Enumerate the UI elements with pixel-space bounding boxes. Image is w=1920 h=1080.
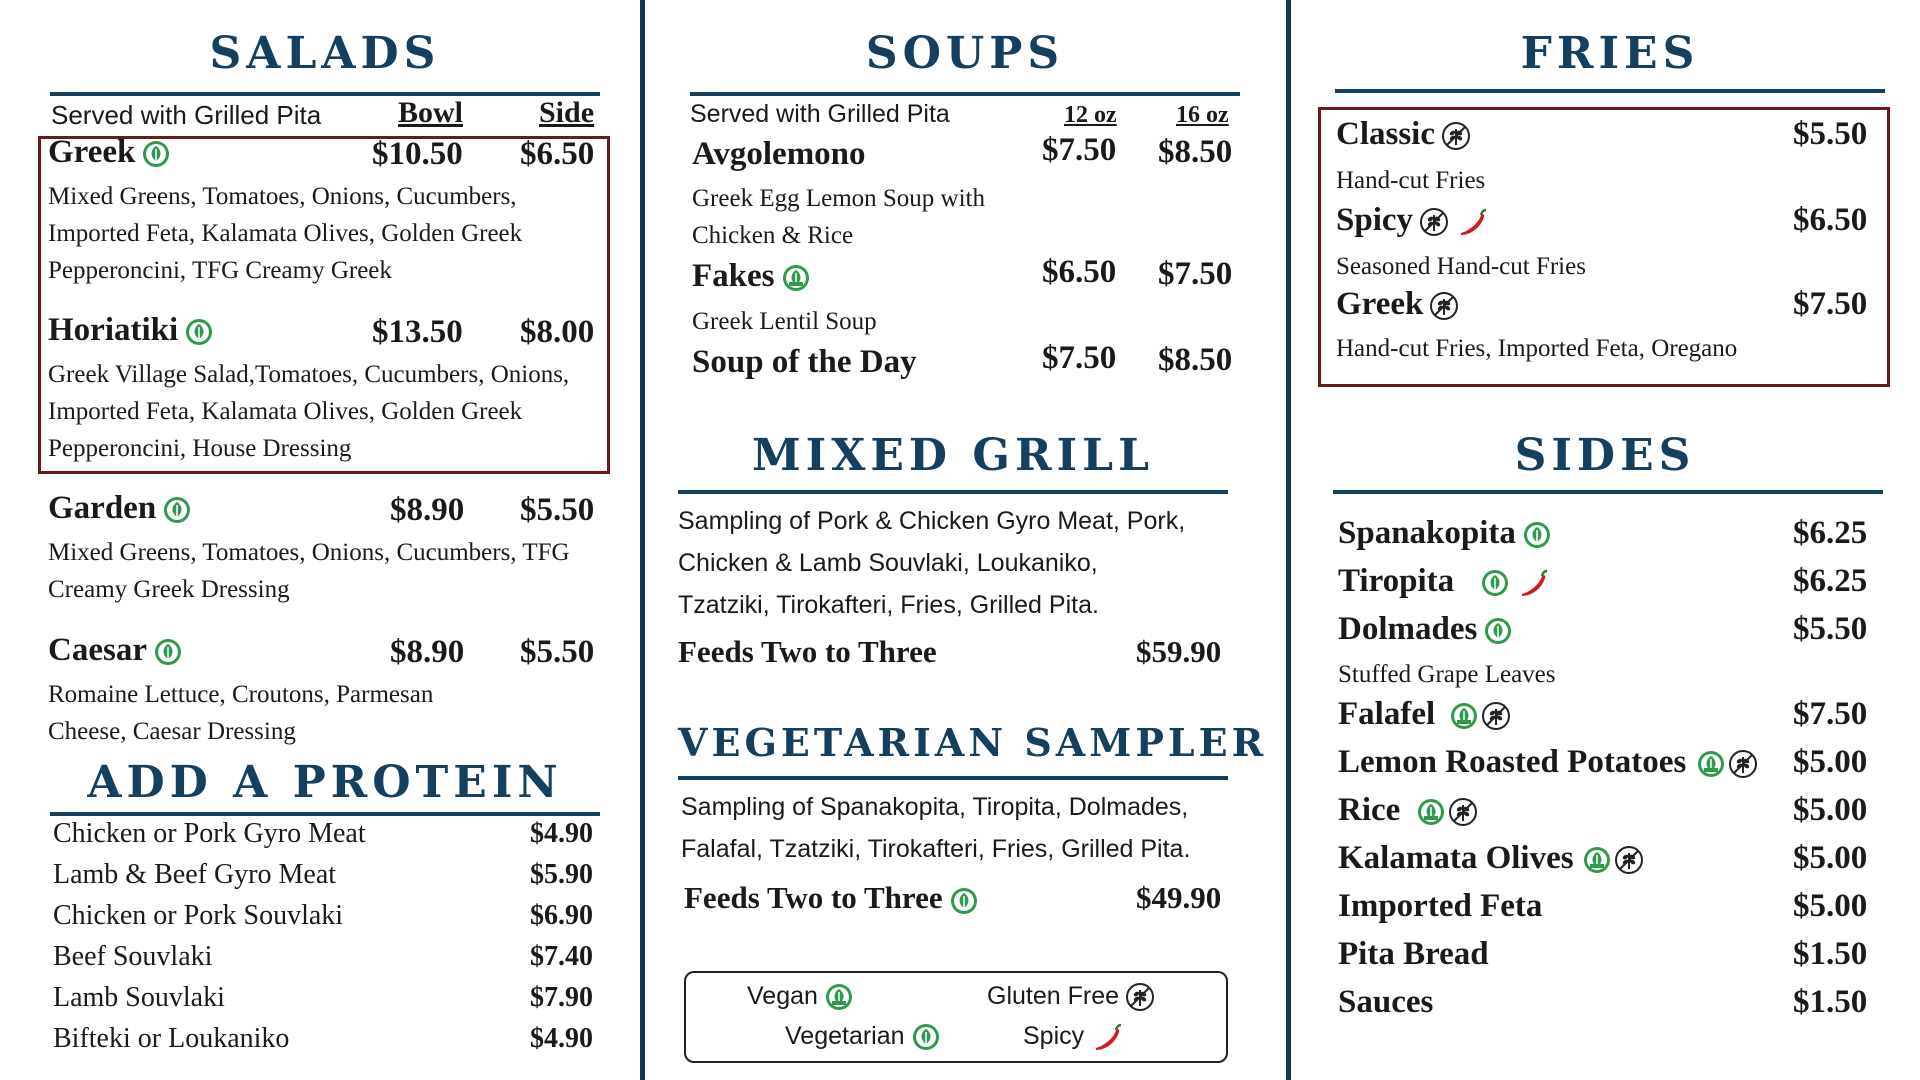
salad-caesar-bowl-price: $8.90	[390, 634, 465, 670]
vegetarian-sampler-feeds: Feeds Two to Three	[684, 880, 979, 916]
soups-title: SOUPS	[865, 28, 1065, 79]
gluten-free-icon	[1441, 121, 1471, 151]
vegetarian-leaf-icon	[1522, 520, 1552, 550]
side-kalamata-olives-name: Kalamata Olives	[1338, 840, 1644, 877]
salads-bowl-header: Bowl	[398, 96, 464, 129]
side-pita-bread-price: $1.50	[1793, 936, 1868, 972]
protein-item-price: $7.40	[530, 941, 593, 972]
protein-item-name: Lamb & Beef Gyro Meat	[53, 859, 337, 890]
salad-garden-side-price: $5.50	[520, 492, 595, 528]
gluten-free-icon	[1429, 291, 1459, 321]
gluten-free-icon	[1728, 749, 1758, 779]
side-dolmades-description: Stuffed Grape Leaves	[1338, 661, 1556, 688]
vegan-leaf-icon	[1582, 845, 1612, 875]
chili-pepper-icon	[1516, 568, 1550, 598]
salad-horiatiki-name: Horiatiki	[48, 312, 214, 349]
column-divider-right	[1286, 0, 1291, 1080]
soups-served-with: Served with Grilled Pita	[690, 100, 950, 128]
soup-fakes-16oz-price: $7.50	[1158, 256, 1233, 292]
vegan-leaf-icon	[1449, 701, 1479, 731]
fries-greek-name: Greek	[1336, 286, 1459, 323]
salads-rule	[50, 92, 600, 96]
side-sauces-name: Sauces	[1338, 984, 1434, 1020]
gluten-free-icon	[1125, 982, 1155, 1012]
vegan-leaf-icon	[1416, 797, 1446, 827]
vegetarian-leaf-icon	[949, 886, 979, 916]
protein-item-price: $6.90	[530, 900, 593, 931]
fries-spicy-price: $6.50	[1793, 202, 1868, 238]
salad-garden-description: Mixed Greens, Tomatoes, Onions, Cucumbers, TFG Creamy Greek Dressing	[48, 539, 570, 603]
chili-pepper-icon	[1090, 1022, 1124, 1052]
protein-item-price: $7.90	[530, 982, 593, 1013]
side-lemon-roasted-potatoes-price: $5.00	[1793, 744, 1868, 780]
vegan-leaf-icon	[781, 263, 811, 293]
vegetarian-leaf-icon	[162, 495, 192, 525]
soup-fakes-name: Fakes	[692, 258, 811, 295]
side-imported-feta-name: Imported Feta	[1338, 888, 1543, 924]
vegetarian-sampler-desc-line: Falafal, Tzatziki, Tirokafteri, Fries, Grilled Pita.	[681, 835, 1191, 863]
protein-item-price: $4.90	[530, 818, 593, 849]
side-dolmades-name: Dolmades	[1338, 611, 1513, 648]
gluten-free-icon	[1614, 845, 1644, 875]
protein-item-name: Bifteki or Loukaniko	[53, 1023, 290, 1054]
side-tiropita-price: $6.25	[1793, 563, 1868, 599]
side-falafel-price: $7.50	[1793, 696, 1868, 732]
fries-greek-description: Hand-cut Fries, Imported Feta, Oregano	[1336, 335, 1738, 362]
side-pita-bread-name: Pita Bread	[1338, 936, 1489, 972]
vegetarian-leaf-icon	[1480, 568, 1510, 598]
legend-vegan: Vegan	[747, 982, 854, 1012]
mixed-grill-description	[678, 500, 1185, 626]
soup-avgolemono-16oz-price: $8.50	[1158, 134, 1233, 170]
salad-caesar-description: Romaine Lettuce, Croutons, Parmesan Cheese, Caesar Dressing	[48, 681, 434, 745]
soup-avgolemono-name: Avgolemono	[692, 136, 866, 172]
side-dolmades-price: $5.50	[1793, 611, 1868, 647]
vegetarian-leaf-icon	[184, 317, 214, 347]
soup-of-the-day-12oz-price: $7.50	[1042, 340, 1117, 376]
soups-rule	[690, 92, 1240, 96]
vegan-leaf-icon	[1696, 749, 1726, 779]
side-kalamata-olives-price: $5.00	[1793, 840, 1868, 876]
protein-item-name: Chicken or Pork Gyro Meat	[53, 818, 366, 849]
soup-of-the-day-16oz-price: $8.50	[1158, 342, 1233, 378]
soups-12oz-header: 12 oz	[1064, 102, 1117, 128]
vegan-leaf-icon	[824, 982, 854, 1012]
protein-title: ADD A PROTEIN	[87, 757, 563, 808]
side-tiropita-name: Tiropita	[1338, 563, 1550, 600]
side-sauces-price: $1.50	[1793, 984, 1868, 1020]
column-divider-left	[640, 0, 645, 1080]
sides-rule	[1333, 490, 1883, 494]
vegetarian-leaf-icon	[1483, 616, 1513, 646]
protein-item-name: Lamb Souvlaki	[53, 982, 225, 1013]
side-falafel-name: Falafel	[1338, 696, 1511, 733]
protein-rule	[50, 812, 600, 816]
fries-rule	[1335, 89, 1885, 93]
side-spanakopita-name: Spanakopita	[1338, 515, 1552, 552]
salad-garden-name: Garden	[48, 490, 192, 527]
mixed-grill-desc-line: Sampling of Pork & Chicken Gyro Meat, Pork,	[678, 507, 1186, 535]
salad-caesar-side-price: $5.50	[520, 634, 595, 670]
salad-caesar-name: Caesar	[48, 632, 183, 669]
legend-gluten-free: Gluten Free	[987, 982, 1155, 1012]
mixed-grill-desc-line: Chicken & Lamb Souvlaki, Loukaniko,	[678, 549, 1098, 577]
soup-avgolemono-description: Greek Egg Lemon Soup with Chicken & Rice	[692, 185, 986, 249]
fries-classic-name: Classic	[1336, 116, 1471, 153]
soups-16oz-header: 16 oz	[1176, 102, 1229, 128]
salads-side-header: Side	[539, 96, 595, 129]
mixed-grill-rule	[678, 490, 1228, 494]
side-imported-feta-price: $5.00	[1793, 888, 1868, 924]
salad-greek-side-price: $6.50	[520, 136, 595, 172]
salads-served-with: Served with Grilled Pita	[51, 100, 322, 130]
soup-avgolemono-12oz-price: $7.50	[1042, 132, 1117, 168]
gluten-free-icon	[1481, 701, 1511, 731]
salad-greek-bowl-price: $10.50	[372, 136, 463, 172]
gluten-free-icon	[1419, 207, 1449, 237]
gluten-free-icon	[1448, 797, 1478, 827]
mixed-grill-desc-line: Tzatziki, Tirokafteri, Fries, Grilled Pita.	[678, 591, 1099, 619]
fries-spicy-name: Spicy	[1336, 202, 1489, 239]
salad-greek-description: Mixed Greens, Tomatoes, Onions, Cucumbers, Imported Feta, Kalamata Olives, Golden Greek Pepperoncini, TFG Creamy Greek	[48, 183, 523, 284]
fries-spicy-description: Seasoned Hand-cut Fries	[1336, 253, 1586, 280]
vegetarian-leaf-icon	[911, 1022, 941, 1052]
soup-of-the-day-name: Soup of the Day	[692, 344, 917, 380]
vegetarian-leaf-icon	[153, 637, 183, 667]
legend-spicy: Spicy	[1023, 1022, 1124, 1052]
side-lemon-roasted-potatoes-name: Lemon Roasted Potatoes	[1338, 744, 1758, 781]
vegetarian-sampler-description	[681, 786, 1190, 870]
side-rice-price: $5.00	[1793, 792, 1868, 828]
vegetarian-sampler-title: VEGETARIAN SAMPLER	[678, 720, 1268, 765]
chili-pepper-icon	[1455, 207, 1489, 237]
protein-item-price: $5.90	[530, 859, 593, 890]
sides-title: SIDES	[1514, 430, 1696, 481]
soup-fakes-description: Greek Lentil Soup	[692, 308, 877, 335]
fries-classic-description: Hand-cut Fries	[1336, 167, 1486, 194]
vegetarian-sampler-desc-line: Sampling of Spanakopita, Tiropita, Dolmades,	[681, 793, 1189, 821]
salad-horiatiki-side-price: $8.00	[520, 314, 595, 350]
mixed-grill-price: $59.90	[1136, 634, 1222, 669]
protein-item-price: $4.90	[530, 1023, 593, 1054]
fries-greek-price: $7.50	[1793, 286, 1868, 322]
mixed-grill-feeds: Feeds Two to Three	[678, 634, 937, 669]
side-rice-name: Rice	[1338, 792, 1478, 829]
protein-item-name: Beef Souvlaki	[53, 941, 213, 972]
vegetarian-sampler-price: $49.90	[1136, 880, 1222, 915]
side-spanakopita-price: $6.25	[1793, 515, 1868, 551]
vegetarian-sampler-rule	[678, 776, 1228, 780]
salads-title: SALADS	[209, 28, 441, 79]
salad-greek-name: Greek	[48, 134, 171, 171]
soup-fakes-12oz-price: $6.50	[1042, 254, 1117, 290]
vegetarian-leaf-icon	[141, 139, 171, 169]
salad-garden-bowl-price: $8.90	[390, 492, 465, 528]
salad-horiatiki-bowl-price: $13.50	[372, 314, 463, 350]
fries-classic-price: $5.50	[1793, 116, 1868, 152]
mixed-grill-title: MIXED GRILL	[751, 430, 1155, 481]
legend-vegetarian: Vegetarian	[785, 1022, 941, 1052]
salad-horiatiki-description: Greek Village Salad,Tomatoes, Cucumbers, Onions, Imported Feta, Kalamata Olives, Golden Greek Pepperoncini, House Dressing	[48, 361, 570, 462]
protein-item-name: Chicken or Pork Souvlaki	[53, 900, 344, 931]
fries-title: FRIES	[1520, 28, 1700, 79]
